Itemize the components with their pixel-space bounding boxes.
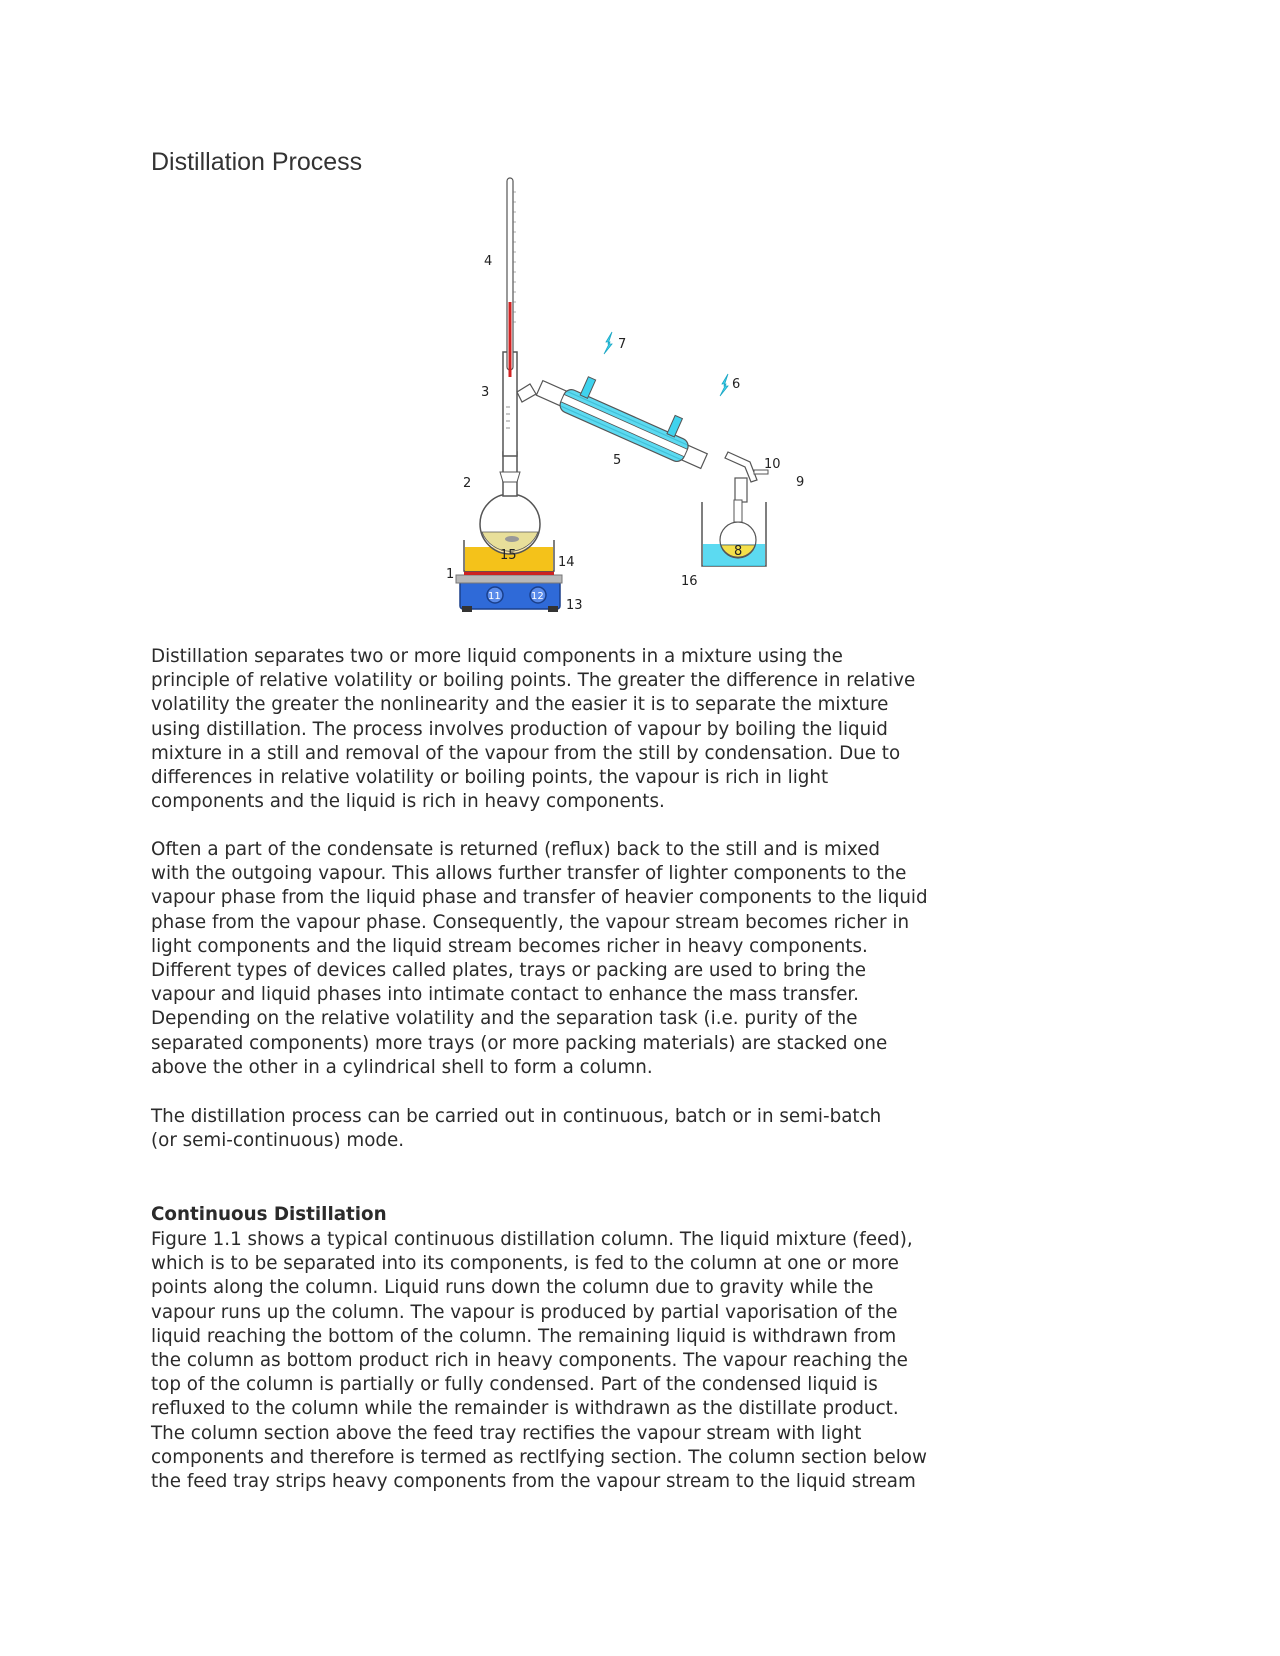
paragraph-line: light components and the liquid stream becomes richer in heavy components. <box>151 935 868 957</box>
paragraph-line: vapour phase from the liquid phase and transfer of heavier components to the liquid <box>151 887 928 909</box>
paragraph-3 <box>151 1105 971 1153</box>
paragraph-line: volatility the greater the nonlinearity and the easier it is to separate the mixture <box>151 694 889 716</box>
paragraph-line: using distillation. The process involves production of vapour by boiling the liquid <box>151 718 888 740</box>
figure-label-15: 15 <box>500 548 517 563</box>
paragraph-line: above the other in a cylindrical shell to form a column. <box>151 1056 653 1078</box>
paragraph-line: vapour and liquid phases into intimate contact to enhance the mass transfer. <box>151 984 859 1006</box>
paragraph-line: The column section above the feed tray rectifies the vapour stream with light <box>151 1422 862 1444</box>
section-heading: Continuous Distillation <box>151 1204 387 1225</box>
section-paragraph <box>151 1228 971 1494</box>
figure-label-3: 3 <box>481 385 490 400</box>
paragraph-line: The distillation process can be carried out in continuous, batch or in semi-batch <box>151 1106 882 1127</box>
paragraph-line: phase from the vapour phase. Consequently, the vapour stream becomes richer in <box>151 911 910 933</box>
figure-label-7: 7 <box>618 337 627 352</box>
figure-label-10: 10 <box>764 457 781 472</box>
paragraph-line: Figure 1.1 shows a typical continuous distillation column. The liquid mixture (feed), <box>151 1229 913 1250</box>
figure-label-1: 1 <box>446 567 455 582</box>
paragraph-line: points along the column. Liquid runs down the column due to gravity while the <box>151 1277 874 1299</box>
paragraph-line: components and the liquid is rich in heavy components. <box>151 791 665 813</box>
boiling-flask <box>480 452 540 554</box>
paragraph-line: Depending on the relative volatility and the separation task (i.e. purity of the <box>151 1008 858 1030</box>
paragraph-line: which is to be separated into its components, is fed to the column at one or more <box>151 1253 899 1275</box>
paragraph-line: Often a part of the condensate is returned (reflux) back to the still and is mixed <box>151 839 881 860</box>
paragraph-line: mixture in a still and removal of the vapour from the still by condensation. Due to <box>151 742 901 764</box>
paragraph-line: (or semi-continuous) mode. <box>151 1130 405 1152</box>
paragraph-line: with the outgoing vapour. This allows further transfer of lighter components to the <box>151 863 907 885</box>
paragraph-line: the feed tray strips heavy components from the vapour stream to the liquid stream <box>151 1471 916 1493</box>
paragraph-line: differences in relative volatility or boiling points, the vapour is rich in light <box>151 767 829 789</box>
figure-label-6: 6 <box>732 377 741 392</box>
figure-label-16: 16 <box>681 574 698 589</box>
side-arm <box>517 384 536 402</box>
figure-label-4: 4 <box>484 254 493 269</box>
figure-label-2: 2 <box>463 476 472 491</box>
condenser <box>535 361 717 473</box>
paragraph-2 <box>151 838 971 1080</box>
paragraph-line: liquid reaching the bottom of the column. The remaining liquid is withdrawn from <box>151 1325 897 1347</box>
paragraph-line: refluxed to the column while the remainder is withdrawn as the distillate product. <box>151 1398 899 1420</box>
paragraph-line: Different types of devices called plates, trays or packing are used to bring the <box>151 960 867 982</box>
hotplate <box>456 571 562 612</box>
paragraph-line: the column as bottom product rich in heavy components. The vapour reaching the <box>151 1350 908 1372</box>
paragraph-line: vapour runs up the column. The vapour is produced by partial vaporisation of the <box>151 1301 898 1323</box>
paragraph-line: separated components) more trays (or more packing materials) are stacked one <box>151 1032 888 1054</box>
figure-label-13: 13 <box>566 598 583 613</box>
paragraph-line: top of the column is partially or fully condensed. Part of the condensed liquid is <box>151 1374 878 1396</box>
distillation-apparatus-figure <box>446 182 820 642</box>
figure-label-8: 8 <box>734 544 743 559</box>
figure-label-12: 12 <box>531 591 544 602</box>
figure-label-14: 14 <box>558 555 575 570</box>
paragraph-line: principle of relative volatility or boiling points. The greater the difference in relative <box>151 670 916 692</box>
figure-label-5: 5 <box>613 453 622 468</box>
page-title: Distillation Process <box>151 148 363 176</box>
paragraph-line: components and therefore is termed as rectlfying section. The column section below <box>151 1446 927 1468</box>
paragraph-1 <box>151 645 971 814</box>
figure-label-9: 9 <box>796 475 805 490</box>
thermometer <box>507 178 516 377</box>
receiver-adapter <box>725 452 768 502</box>
figure-label-11: 11 <box>488 591 501 602</box>
paragraph-line: Distillation separates two or more liquid components in a mixture using the <box>151 646 843 667</box>
